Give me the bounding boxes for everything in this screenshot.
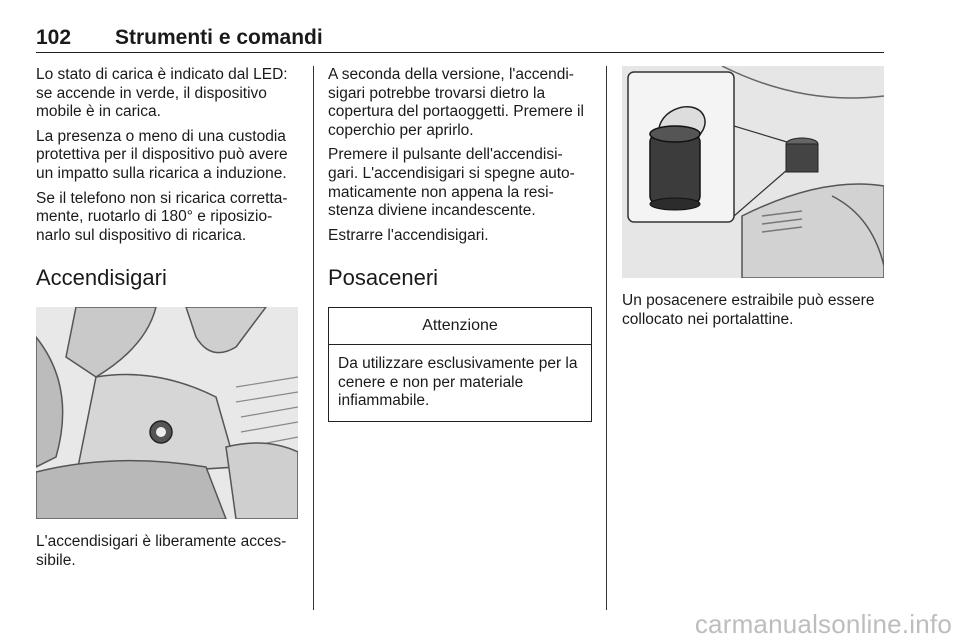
ashtray-illustration	[622, 66, 884, 278]
caution-box	[328, 307, 592, 421]
column-3	[622, 66, 884, 335]
page-number: 102	[36, 26, 72, 49]
caution-title: Attenzione	[329, 308, 591, 345]
page-header	[36, 24, 884, 53]
watermark: carmanualsonline.info	[694, 609, 952, 639]
paragraph: Estrarre l'accendisigari.	[328, 226, 489, 244]
paragraph: Lo stato di carica è indicato dal LED: se accende in verde, il dispositivo mobile è in carica.	[36, 66, 288, 121]
cigarette-lighter-illustration	[36, 307, 298, 519]
column-divider	[606, 66, 607, 610]
figure-caption: Un posacenere estraibile può essere collocato nei portalattine.	[622, 292, 875, 328]
column-divider	[313, 66, 314, 610]
column-2	[328, 66, 592, 422]
column-1	[36, 66, 298, 577]
paragraph: Premere il pulsante dell'accendisi-gari. L'accendisigari si spegne auto-maticamente non appena la resi-stenza diviene incandescente.	[328, 146, 575, 220]
caution-text: Da utilizzare esclusivamente per la cenere e non per materiale infiammabile.	[338, 354, 578, 410]
section-title: Strumenti e comandi	[115, 26, 323, 49]
paragraph: Se il telefono non si ricarica corretta-mente, ruotarlo di 180° e riposizio-narlo sul dispositivo di ricarica.	[36, 189, 288, 244]
heading-accendisigari: Accendisigari	[36, 265, 167, 291]
paragraph: A seconda della versione, l'accendi-sigari potrebbe trovarsi dietro la copertura del portaoggetti. Premere il coperchio per aprirlo.	[328, 66, 584, 139]
paragraph: La presenza o meno di una custodia protettiva per il dispositivo può avere un impatto sulla ricarica a induzione.	[36, 127, 288, 182]
figure-caption: L'accendisigari è liberamente acces-sibile.	[36, 533, 287, 569]
heading-posaceneri: Posaceneri	[328, 265, 439, 291]
